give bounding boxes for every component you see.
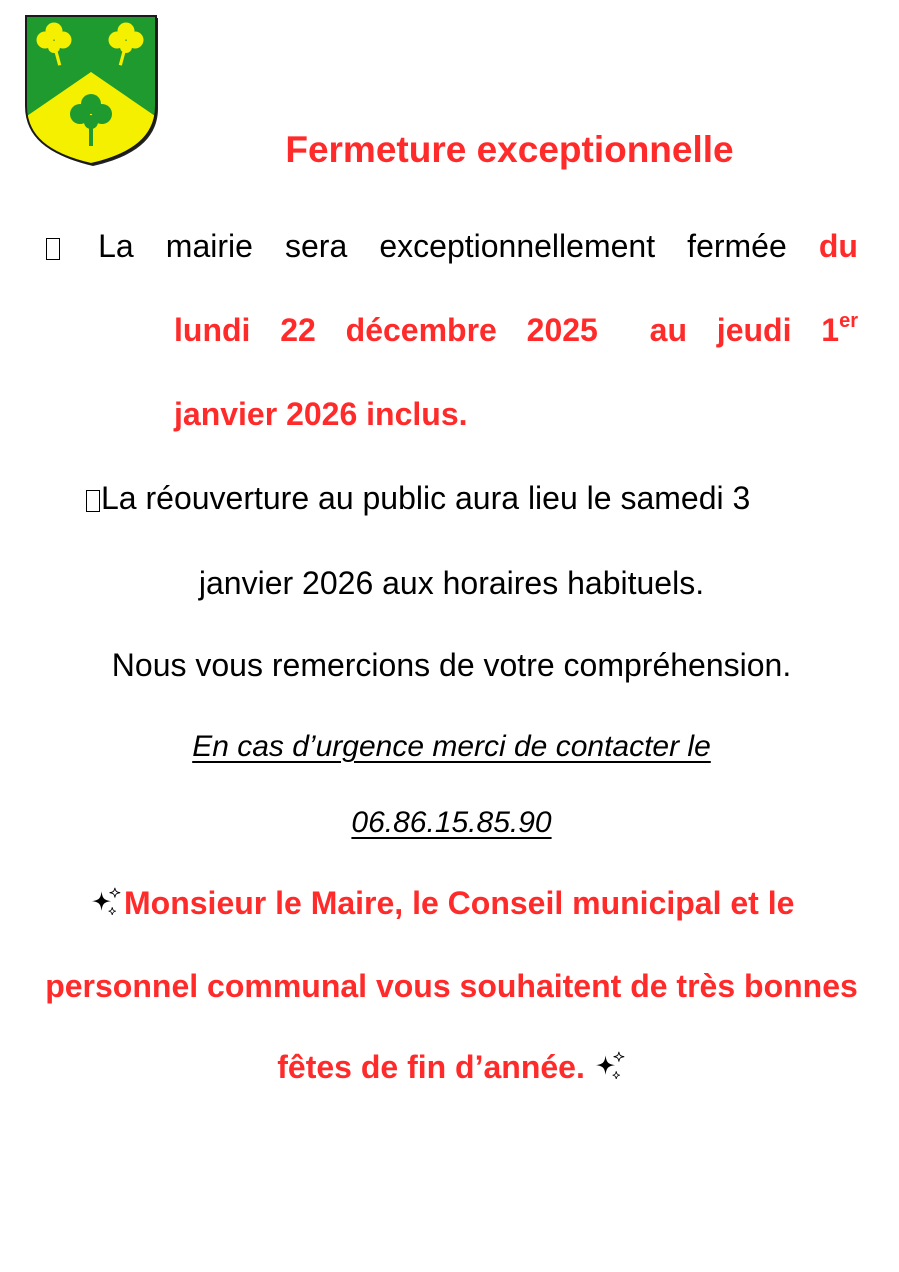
sparkles-icon	[90, 886, 122, 918]
ordinal-date: 1er	[821, 310, 858, 348]
word: lundi	[174, 312, 251, 348]
word: sera	[285, 228, 348, 264]
closure-line-3: janvier 2026 inclus.	[174, 396, 468, 432]
word: décembre	[345, 312, 497, 348]
word: mairie	[165, 228, 253, 264]
emergency-line: En cas d’urgence merci de contacter le	[192, 730, 711, 763]
word: 22	[280, 312, 316, 348]
reopening-line-2: janvier 2026 aux horaires habituels.	[198, 565, 705, 601]
greeting-line-3	[0, 1047, 899, 1087]
word: au	[649, 312, 687, 348]
notice-title: Fermeture exceptionnelle	[285, 129, 734, 170]
greeting-text: fêtes de fin d’année.	[277, 1049, 585, 1085]
greeting-text: Monsieur le Maire, le Conseil municipal et le	[124, 885, 795, 921]
missing-glyph-icon	[86, 480, 101, 516]
emergency-phone: 06.86.15.85.90	[351, 806, 552, 839]
word: fermée	[687, 228, 787, 264]
word: jeudi	[716, 312, 792, 348]
reopening-line-1	[86, 478, 899, 518]
closure-line-1	[46, 226, 858, 266]
greeting-line-1	[90, 883, 899, 923]
thanks-line: Nous vous remercions de votre compréhension.	[111, 647, 792, 683]
greeting-line-2: personnel communal vous souhaitent de très bonnes	[45, 968, 858, 1004]
sparkles-icon	[594, 1050, 626, 1082]
missing-glyph-icon	[46, 226, 66, 266]
reopening-text: La réouverture au public aura lieu le samedi 3	[101, 480, 751, 516]
word: La	[98, 228, 134, 264]
word: exceptionnellement	[379, 228, 656, 264]
closure-line-2	[174, 310, 858, 350]
word: 2025	[526, 312, 598, 348]
word-highlight: du	[818, 228, 858, 264]
